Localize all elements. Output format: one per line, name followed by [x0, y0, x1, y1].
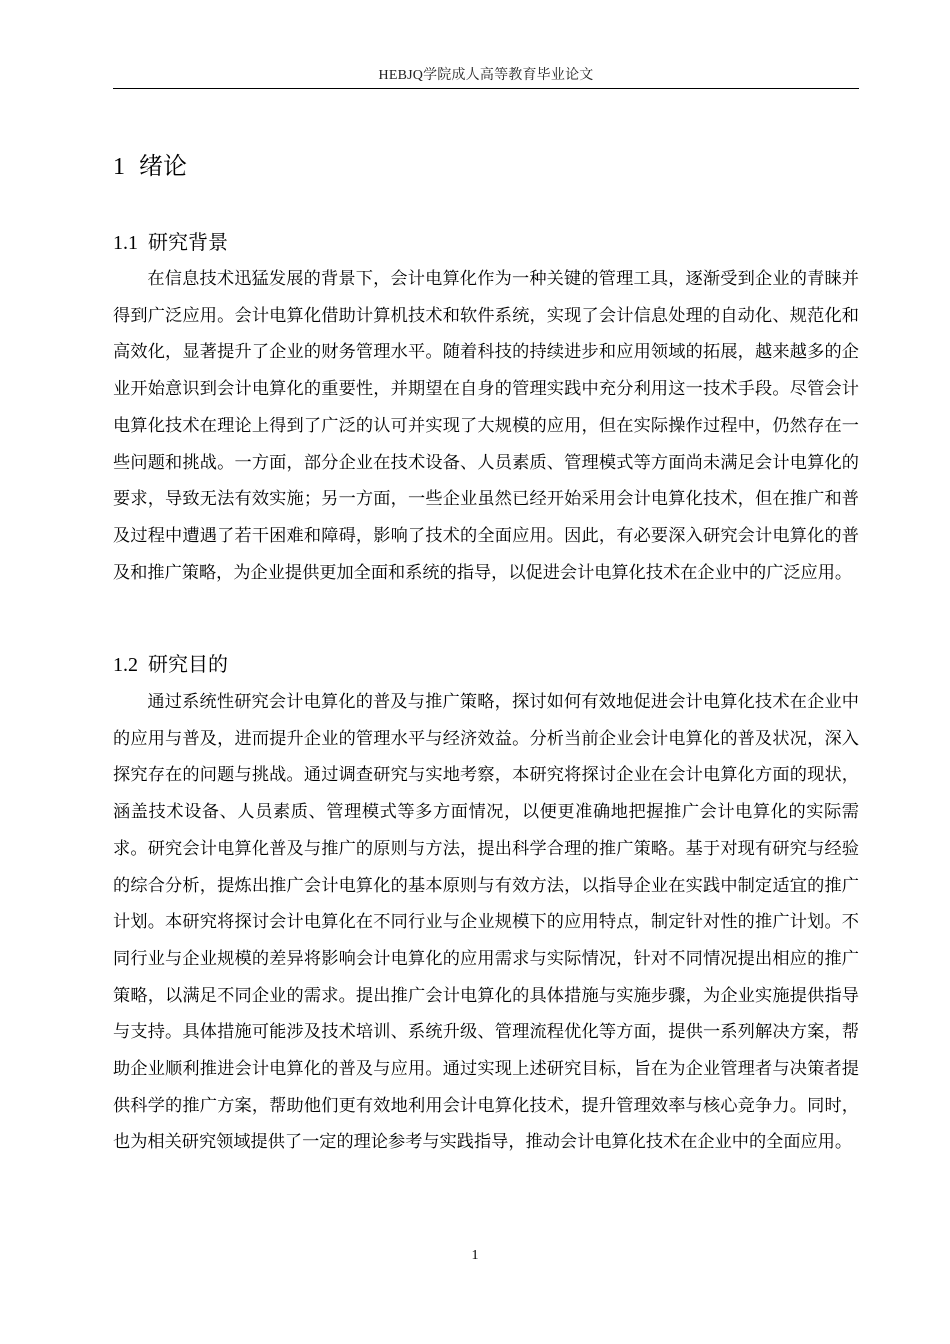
chapter-title: 绪论 [139, 152, 187, 180]
section-heading-1-1 [113, 226, 228, 255]
section-heading-1-2 [113, 648, 228, 677]
section-title: 研究目的 [148, 652, 228, 676]
running-header: HEBJQ学院成人高等教育毕业论文 [378, 68, 594, 83]
page-number: 1 [471, 1248, 479, 1263]
section-number: 1.1 [113, 232, 138, 254]
header-divider [113, 88, 859, 89]
section-paragraph-purpose: 通过系统性研究会计电算化的普及与推广策略，探讨如何有效地促进会计电算化技术在企业中的应用与普及，进而提升企业的管理水平与经济效益。分析当前企业会计电算化的普及状况，深入探究存在的问题与挑战。通过调查研究与实地考察，本研究将探讨企业在会计电算化方面的现状，涵盖技术设备、人员素质、管理模式等多方面情况，以便更准确地把握推广会计电算化的实际需求。研究会计电算化普及与推广的原则与方法，提出科学合理的推广策略。基于对现有研究与经验的综合分析，提炼出推广会计电算化的基本原则与有效方法，以指导企业在实践中制定适宜的推广计划。本研究将探讨会计电算化在不同行业与企业规模下的应用特点，制定针对性的推广计划。不同行业与企业规模的差异将影响会计电算化的应用需求与实际情况，针对不同情况提出相应的推广策略，以满足不同企业的需求。提出推广会计电算化的具体措施与实施步骤，为企业实施提供指导与支持。具体措施可能涉及技术培训、系统升级、管理流程优化等方面，提供一系列解决方案，帮助企业顺利推进会计电算化的普及与应用。通过实现上述研究目标，旨在为企业管理者与决策者提供科学的推广方案，帮助他们更有效地利用会计电算化技术，提升管理效率与核心竞争力。同时，也为相关研究领域提供了一定的理论参考与实践指导，推动会计电算化技术在企业中的全面应用。 [113, 692, 859, 1153]
section-number: 1.2 [113, 654, 138, 676]
section-paragraph-background: 在信息技术迅猛发展的背景下，会计电算化作为一种关键的管理工具，逐渐受到企业的青睐并得到广泛应用。会计电算化借助计算机技术和软件系统，实现了会计信息处理的自动化、规范化和高效化，显著提升了企业的财务管理水平。随着科技的持续进步和应用领域的拓展，越来越多的企业开始意识到会计电算化的重要性，并期望在自身的管理实践中充分利用这一技术手段。尽管会计电算化技术在理论上得到了广泛的认可并实现了大规模的应用，但在实际操作过程中，仍然存在一些问题和挑战。一方面，部分企业在技术设备、人员素质、管理模式等方面尚未满足会计电算化的要求，导致无法有效实施；另一方面，一些企业虽然已经开始采用会计电算化技术，但在推广和普及过程中遭遇了若干困难和障碍，影响了技术的全面应用。因此，有必要深入研究会计电算化的普及和推广策略，为企业提供更加全面和系统的指导，以促进会计电算化技术在企业中的广泛应用。 [113, 269, 859, 583]
chapter-number: 1 [113, 154, 125, 180]
chapter-heading [113, 146, 187, 181]
section-title: 研究背景 [148, 230, 228, 254]
